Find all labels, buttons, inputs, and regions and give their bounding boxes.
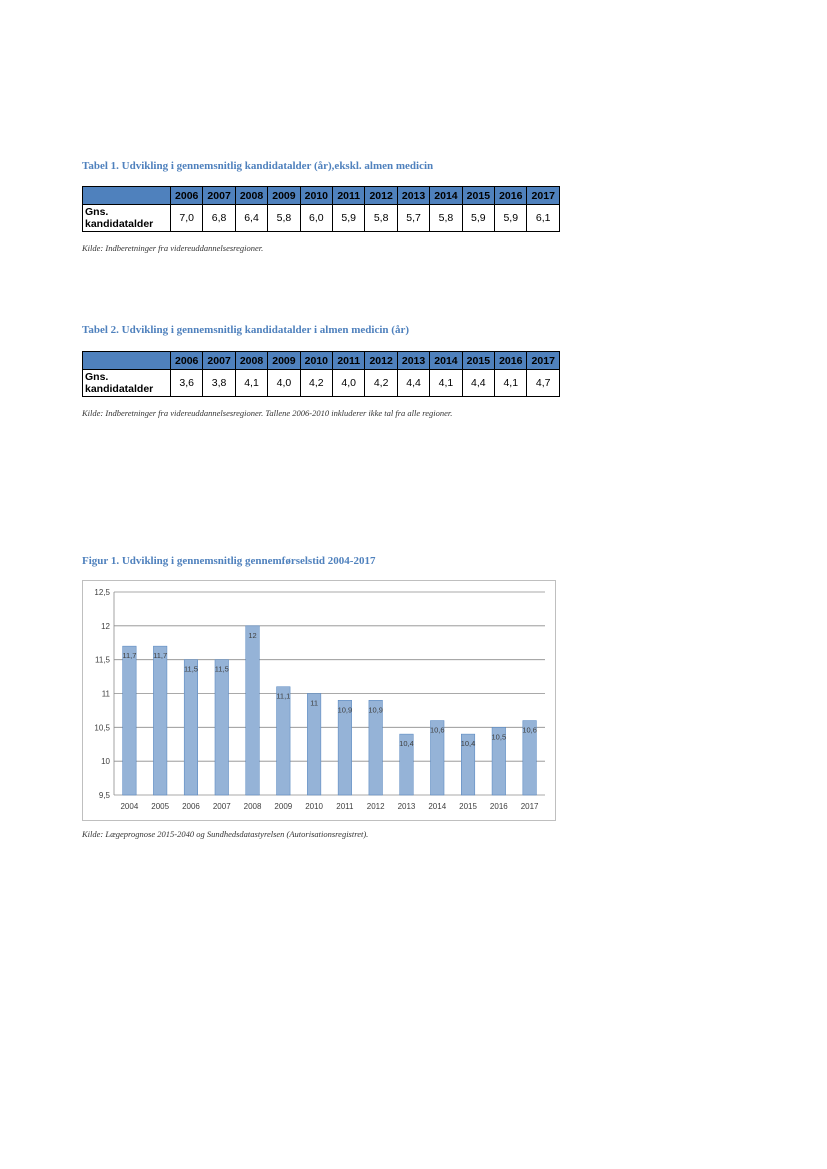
table1-header-row xyxy=(83,187,560,205)
table2-value-cell: 4,0 xyxy=(333,370,365,397)
table1-source: Kilde: Indberetninger fra videreuddannelsesregioner. xyxy=(82,243,264,253)
table2-value-cell: 4,4 xyxy=(462,370,494,397)
bar-data-label: 10,4 xyxy=(460,739,476,749)
bar-data-label: 11,5 xyxy=(183,664,198,674)
table2-row-label: Gns. kandidatalder xyxy=(83,370,171,397)
bar xyxy=(338,700,352,795)
bar-data-label: 11,5 xyxy=(214,664,229,674)
table2-year-header: 2017 xyxy=(527,352,560,370)
table2-year-header: 2014 xyxy=(430,352,462,370)
table2-year-header: 2007 xyxy=(203,352,235,370)
table1-value-cell: 6,0 xyxy=(300,205,332,232)
table2-year-header: 2010 xyxy=(300,352,332,370)
bar-data-label: 10,4 xyxy=(399,739,414,749)
table2-corner-cell xyxy=(83,352,171,370)
bar-data-label: 11,1 xyxy=(276,691,291,701)
bar xyxy=(153,646,167,795)
y-tick-label: 9,5 xyxy=(98,791,110,800)
bar-data-label: 10,6 xyxy=(522,725,537,735)
table1-value-cell: 6,8 xyxy=(203,205,235,232)
table2-year-header: 2013 xyxy=(397,352,429,370)
table1-year-header: 2015 xyxy=(462,187,494,205)
x-tick-label: 2014 xyxy=(428,802,447,811)
y-tick-label: 11 xyxy=(101,689,110,699)
x-tick-label: 2007 xyxy=(212,802,231,811)
x-tick-label: 2011 xyxy=(336,802,354,811)
bar xyxy=(123,646,137,795)
bar xyxy=(184,660,198,795)
bar-data-label: 11,7 xyxy=(153,651,168,661)
table2-year-header: 2012 xyxy=(365,352,397,370)
table1-year-header: 2010 xyxy=(300,187,332,205)
table2-value-cell: 4,2 xyxy=(365,370,397,397)
bar-data-label: 10,9 xyxy=(368,705,383,715)
table2-value-cell: 4,1 xyxy=(235,370,267,397)
x-tick-label: 2015 xyxy=(459,802,477,811)
table1-value-cell: 6,1 xyxy=(527,205,560,232)
table1-year-header: 2013 xyxy=(397,187,429,205)
y-tick-label: 11,5 xyxy=(95,655,110,665)
table2-header-row xyxy=(83,352,560,370)
bar-data-label: 11 xyxy=(310,698,319,708)
table1-value-cell: 5,9 xyxy=(462,205,494,232)
bar xyxy=(307,694,321,796)
y-tick-label: 12 xyxy=(101,621,110,631)
table1-value-cell: 6,4 xyxy=(235,205,267,232)
bar-data-label: 12 xyxy=(248,630,257,640)
table2-value-cell: 4,2 xyxy=(300,370,332,397)
table2-value-cell: 4,0 xyxy=(268,370,300,397)
x-tick-label: 2008 xyxy=(243,802,262,811)
chart-svg xyxy=(83,581,555,820)
table2-value-cell: 4,4 xyxy=(397,370,429,397)
table2 xyxy=(82,351,560,397)
table2-year-header: 2011 xyxy=(333,352,365,370)
table1-data-row xyxy=(83,205,560,232)
table1-value-cell: 5,8 xyxy=(268,205,300,232)
table1-value-cell: 5,8 xyxy=(365,205,397,232)
table2-year-header: 2008 xyxy=(235,352,267,370)
table2-value-cell: 3,6 xyxy=(171,370,203,397)
table1-year-header: 2011 xyxy=(333,187,365,205)
x-tick-label: 2012 xyxy=(366,802,385,811)
table2-year-header: 2016 xyxy=(495,352,527,370)
table1-corner-cell xyxy=(83,187,171,205)
bar xyxy=(369,700,383,795)
bar-data-label: 10,6 xyxy=(429,725,445,735)
table1 xyxy=(82,186,560,232)
table1-year-header: 2006 xyxy=(171,187,203,205)
table1-caption: Tabel 1. Udvikling i gennemsnitlig kandidatalder (år),ekskl. almen medicin xyxy=(82,160,434,172)
table1-year-header: 2014 xyxy=(430,187,462,205)
table2-year-header: 2015 xyxy=(462,352,494,370)
x-tick-label: 2017 xyxy=(520,802,539,811)
x-tick-label: 2010 xyxy=(305,802,324,811)
x-tick-label: 2013 xyxy=(397,802,416,811)
table1-value-cell: 7,0 xyxy=(171,205,203,232)
bar-data-label: 11,7 xyxy=(122,651,137,661)
table2-data-row xyxy=(83,370,560,397)
bar-data-label: 10,9 xyxy=(337,705,353,715)
table1-value-cell: 5,9 xyxy=(333,205,365,232)
table1-year-header: 2007 xyxy=(203,187,235,205)
bar xyxy=(277,687,291,795)
table2-year-header: 2009 xyxy=(268,352,300,370)
figure1-caption: Figur 1. Udvikling i gennemsnitlig gennemførselstid 2004-2017 xyxy=(82,555,376,567)
table1-row-label: Gns. kandidatalder xyxy=(83,205,171,232)
x-tick-label: 2009 xyxy=(274,802,293,811)
x-tick-label: 2004 xyxy=(120,802,139,811)
figure1-source: Kilde: Lægeprognose 2015-2040 og Sundhedsdatastyrelsen (Autorisationsregistret). xyxy=(82,829,369,839)
table1-value-cell: 5,8 xyxy=(430,205,462,232)
bar xyxy=(246,626,260,795)
table2-value-cell: 4,1 xyxy=(495,370,527,397)
x-tick-label: 2016 xyxy=(489,802,508,811)
y-tick-label: 10 xyxy=(101,757,110,767)
table1-value-cell: 5,7 xyxy=(397,205,429,232)
table2-value-cell: 4,1 xyxy=(430,370,462,397)
table2-source: Kilde: Indberetninger fra videreuddannelsesregioner. Tallene 2006-2010 inkluderer ikke tal fra alle regioner. xyxy=(82,408,453,418)
table1-year-header: 2009 xyxy=(268,187,300,205)
figure1-chart xyxy=(82,580,556,821)
x-tick-label: 2005 xyxy=(151,802,170,811)
y-tick-label: 12,5 xyxy=(94,588,110,597)
bar xyxy=(215,660,229,795)
table2-value-cell: 3,8 xyxy=(203,370,235,397)
table2-caption: Tabel 2. Udvikling i gennemsnitlig kandidatalder i almen medicin (år) xyxy=(82,324,409,336)
x-tick-label: 2006 xyxy=(182,802,200,811)
table2-value-cell: 4,7 xyxy=(527,370,560,397)
table1-year-header: 2012 xyxy=(365,187,397,205)
table1-value-cell: 5,9 xyxy=(495,205,527,232)
y-tick-label: 10,5 xyxy=(94,723,110,733)
bar-data-label: 10,5 xyxy=(491,732,507,742)
table1-year-header: 2017 xyxy=(527,187,560,205)
table1-year-header: 2008 xyxy=(235,187,267,205)
table1-year-header: 2016 xyxy=(495,187,527,205)
table2-year-header: 2006 xyxy=(171,352,203,370)
